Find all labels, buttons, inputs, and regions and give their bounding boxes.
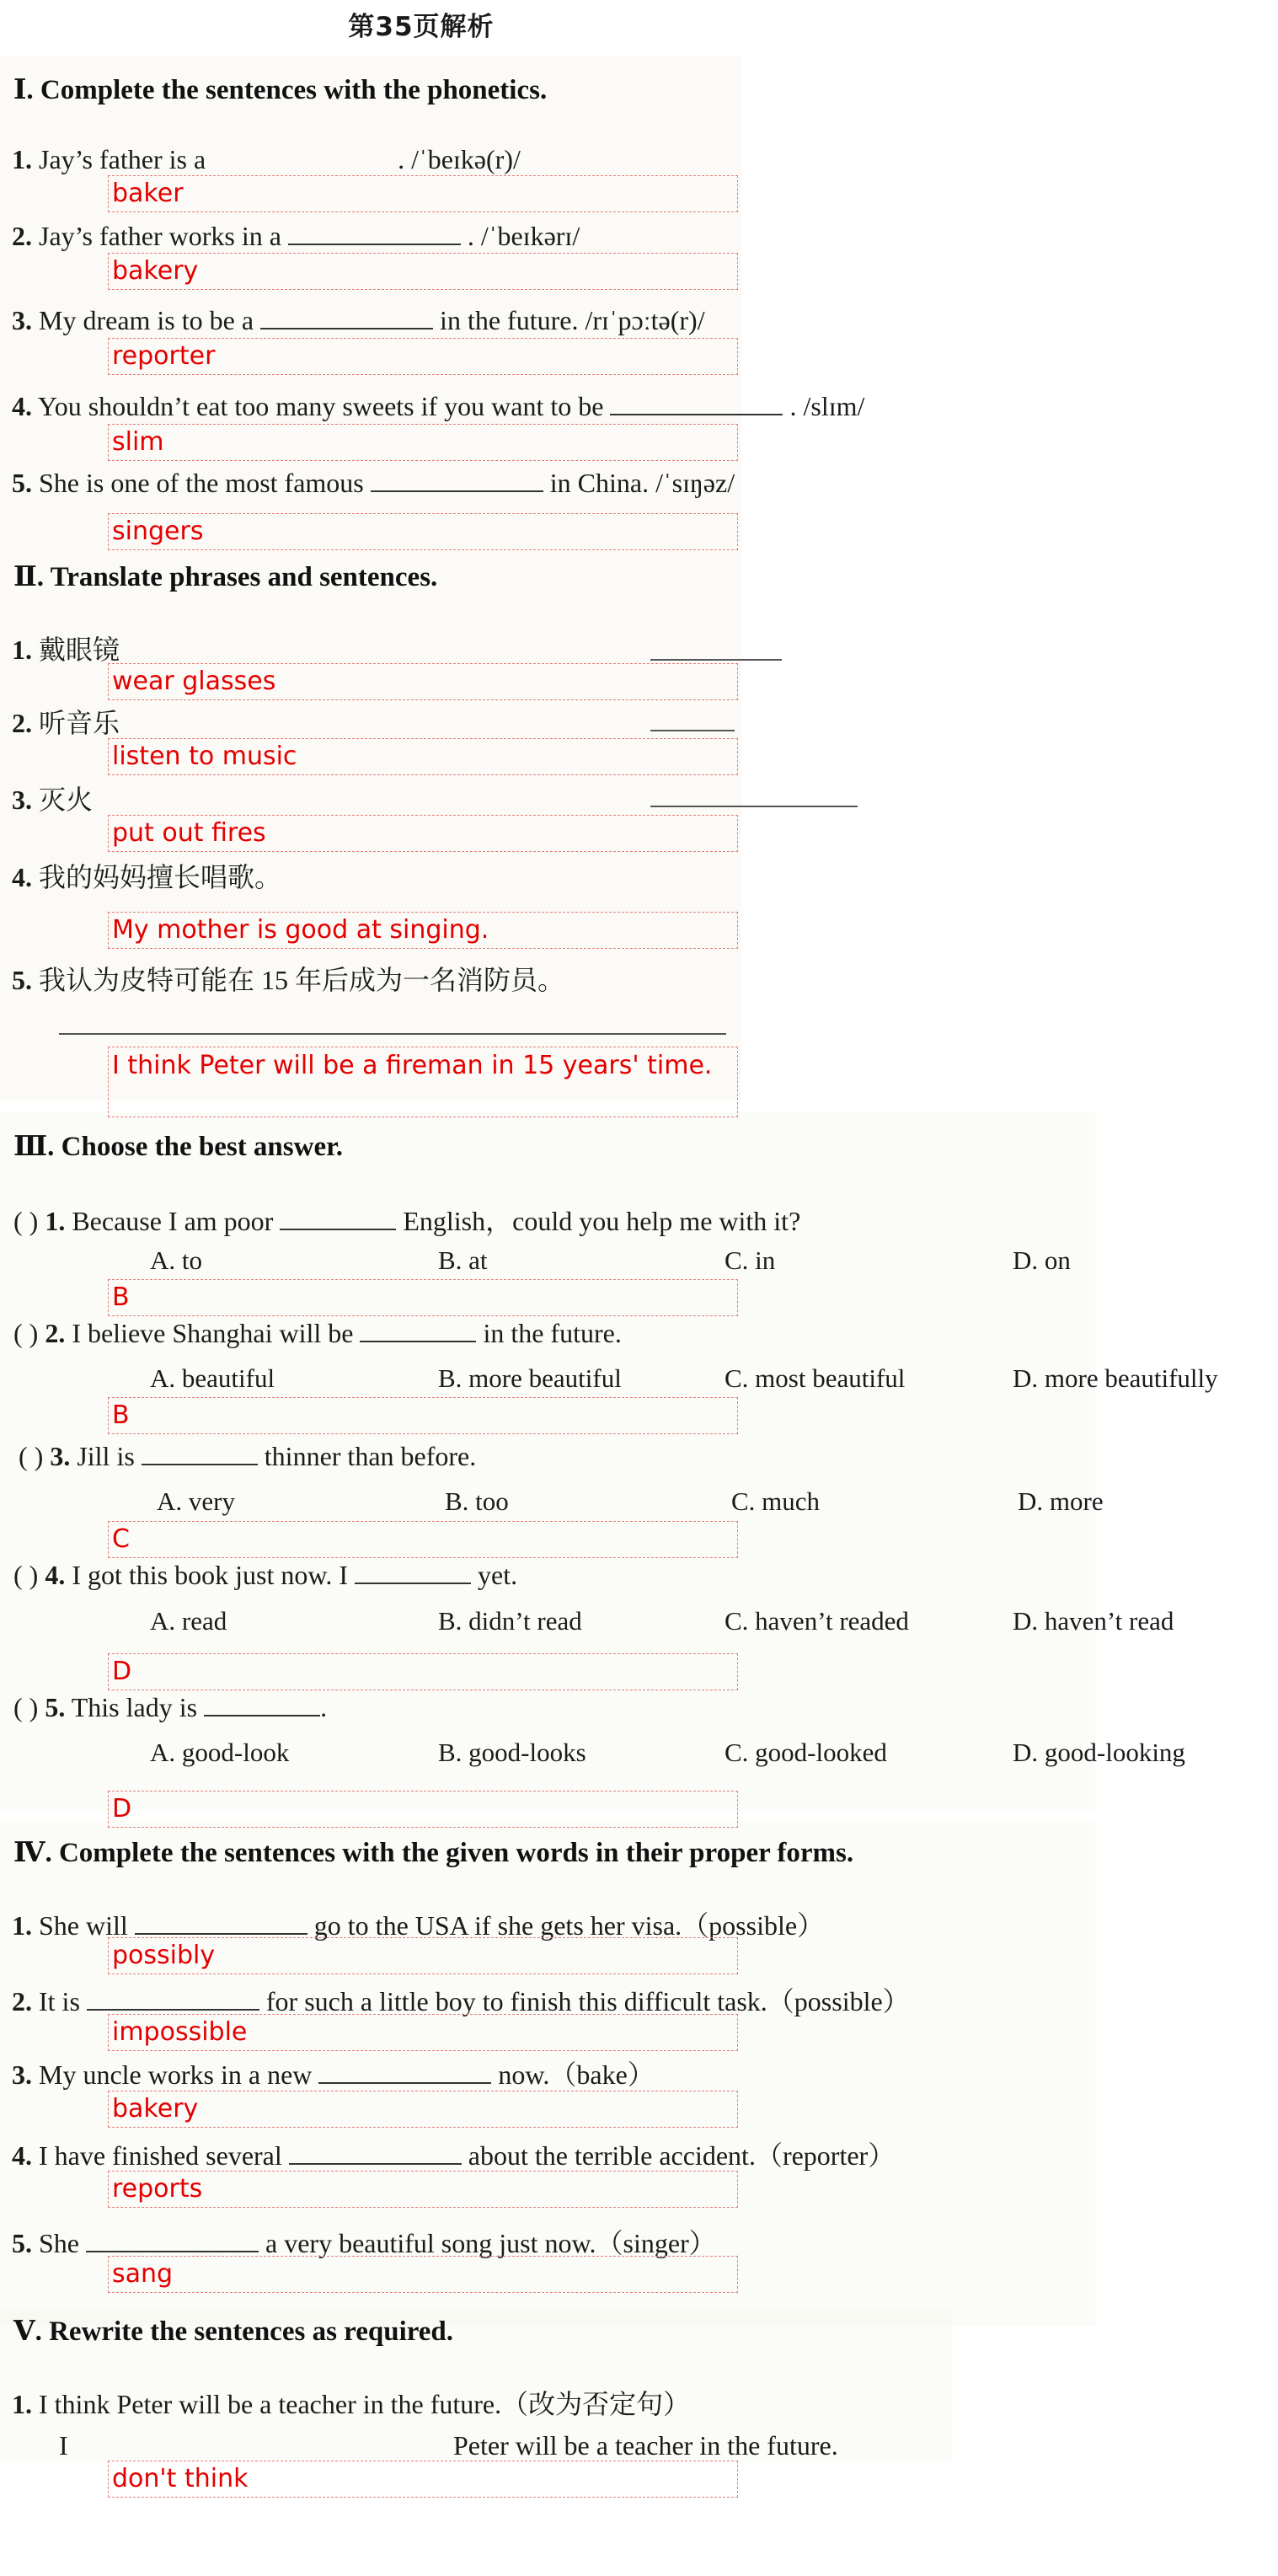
answer-box: D bbox=[108, 1653, 738, 1690]
question-text: a very beautiful song just now.（singer） bbox=[265, 2228, 716, 2258]
option-b: B. good-looks bbox=[438, 1738, 586, 1767]
page-title: 第35页解析 bbox=[348, 12, 495, 42]
question-text: My uncle works in a new bbox=[39, 2059, 313, 2090]
question-text: in the future. bbox=[483, 1318, 622, 1348]
answer-box: D bbox=[108, 1791, 738, 1828]
question-item bbox=[12, 702, 120, 741]
option-d: D. on bbox=[1013, 1245, 1071, 1275]
question-number: 5. bbox=[45, 1692, 66, 1722]
question-text: now.（bake） bbox=[498, 2059, 655, 2090]
question-number: 3. bbox=[12, 305, 32, 335]
option-c: C. much bbox=[731, 1486, 821, 1516]
answer-bracket: ( ) bbox=[13, 1692, 39, 1722]
question-item bbox=[12, 144, 521, 175]
phonetic: . /ˈbeɪkərɪ/ bbox=[467, 221, 580, 251]
answer-box: don't think bbox=[108, 2461, 738, 2498]
blank bbox=[360, 1319, 476, 1342]
blank bbox=[135, 1911, 307, 1935]
answer-box: impossible bbox=[108, 2014, 738, 2051]
question-number: 5. bbox=[12, 2228, 32, 2258]
question-item bbox=[12, 779, 93, 817]
question-item bbox=[12, 305, 705, 336]
answer-box: bakery bbox=[108, 253, 738, 290]
question-number: 5. bbox=[12, 965, 32, 995]
section-heading: Ⅰ. Complete the sentences with the phonetics. bbox=[13, 75, 548, 105]
option-b: B. didn’t read bbox=[438, 1606, 582, 1636]
answer-box: My mother is good at singing. bbox=[108, 912, 738, 949]
option-a: A. very bbox=[157, 1486, 235, 1516]
option-c: C. haven’t readed bbox=[725, 1606, 909, 1636]
answer-box: bakery bbox=[108, 2091, 738, 2128]
question-text: I think Peter will be a teacher in the future.（改为否定句） bbox=[39, 2389, 691, 2419]
question-number: 3. bbox=[50, 1441, 71, 1471]
question-item bbox=[12, 2134, 895, 2173]
question-item bbox=[12, 391, 864, 422]
question-text: Jill is bbox=[77, 1441, 135, 1471]
blank bbox=[260, 306, 433, 329]
question-text: I believe Shanghai will be bbox=[72, 1318, 354, 1348]
question-number: 1. bbox=[45, 1206, 66, 1236]
blank bbox=[280, 1207, 396, 1230]
blank bbox=[86, 2229, 259, 2252]
question-number: 2. bbox=[12, 221, 32, 251]
answer-bracket: ( ) bbox=[19, 1441, 44, 1471]
question-number: 2. bbox=[12, 708, 32, 738]
question-number: 1. bbox=[12, 635, 32, 665]
section-heading: Ⅲ. Choose the best answer. bbox=[13, 1132, 343, 1162]
answer-box: put out fires bbox=[108, 815, 738, 852]
question-text: thinner than before. bbox=[264, 1441, 477, 1471]
option-d: D. more bbox=[1018, 1486, 1104, 1516]
blank bbox=[204, 1693, 320, 1716]
question-item bbox=[12, 2054, 655, 2092]
question-number: 3. bbox=[12, 785, 32, 815]
question-text: It is bbox=[39, 1986, 80, 2016]
question-item bbox=[12, 629, 120, 667]
question-text: 灭火 bbox=[39, 785, 94, 815]
blank bbox=[610, 392, 783, 415]
question-text: She bbox=[39, 2228, 79, 2258]
question-text: 听音乐 bbox=[39, 708, 120, 738]
question-item bbox=[12, 856, 281, 895]
phonetic: . /ˈbeɪkə(r)/ bbox=[398, 144, 521, 174]
question-text: go to the USA if she gets her visa.（possible） bbox=[313, 1910, 825, 1941]
answer-box: slim bbox=[108, 424, 738, 461]
blank bbox=[650, 806, 858, 807]
answer-box: C bbox=[108, 1521, 738, 1558]
option-a: A. good-look bbox=[150, 1738, 290, 1767]
question-number: 2. bbox=[12, 1986, 32, 2016]
option-d: D. good-looking bbox=[1013, 1738, 1185, 1767]
question-text: My dream is to be a bbox=[39, 305, 254, 335]
question-text: I have finished several bbox=[39, 2140, 282, 2171]
question-text: This lady is bbox=[71, 1692, 198, 1722]
question-item bbox=[13, 1200, 800, 1239]
answer-box: B bbox=[108, 1397, 738, 1434]
question-item bbox=[19, 1441, 476, 1472]
question-number: 2. bbox=[45, 1318, 66, 1348]
option-c: C. in bbox=[725, 1245, 776, 1275]
question-item bbox=[12, 959, 564, 998]
section-heading: Ⅱ. Translate phrases and sentences. bbox=[13, 562, 438, 592]
answer-box: listen to music bbox=[108, 738, 738, 775]
question-number: 4. bbox=[12, 391, 32, 421]
answer-bracket: ( ) bbox=[13, 1206, 39, 1236]
option-b: B. more beautiful bbox=[438, 1363, 622, 1393]
section-heading: Ⅴ. Rewrite the sentences as required. bbox=[13, 2316, 454, 2347]
option-b: B. too bbox=[445, 1486, 509, 1516]
blank bbox=[371, 469, 543, 492]
answer-bracket: ( ) bbox=[13, 1318, 39, 1348]
option-c: C. good-looked bbox=[725, 1738, 887, 1767]
phonetic: in the future. /rɪˈpɔːtə(r)/ bbox=[440, 305, 705, 335]
option-a: A. to bbox=[150, 1245, 202, 1275]
answer-box: singers bbox=[108, 513, 738, 550]
question-text: 我的妈妈擅长唱歌。 bbox=[39, 862, 282, 892]
option-a: A. read bbox=[150, 1606, 227, 1636]
blank bbox=[59, 1033, 726, 1035]
question-text: Jay’s father is a bbox=[39, 144, 206, 174]
blank bbox=[650, 659, 782, 661]
question-text: about the terrible accident.（reporter） bbox=[468, 2140, 896, 2171]
question-number: 1. bbox=[12, 1910, 32, 1941]
blank bbox=[355, 1561, 471, 1584]
question-item bbox=[12, 2383, 690, 2422]
question-text: She is one of the most famous bbox=[39, 468, 364, 498]
phonetic: in China. /ˈsɪŋəz/ bbox=[549, 468, 735, 498]
blank bbox=[87, 1987, 259, 2011]
blank bbox=[289, 2141, 462, 2165]
answer-box: wear glasses bbox=[108, 663, 738, 700]
question-number: 1. bbox=[12, 2389, 32, 2419]
answer-box: reporter bbox=[108, 338, 738, 375]
question-text: 我认为皮特可能在 15 年后成为一名消防员。 bbox=[39, 965, 565, 995]
answer-box: sang bbox=[108, 2256, 738, 2293]
question-number: 3. bbox=[12, 2059, 32, 2090]
question-text: yet. bbox=[478, 1560, 518, 1590]
answer-bracket: ( ) bbox=[13, 1560, 39, 1590]
question-text: She will bbox=[39, 1910, 128, 1941]
question-item bbox=[13, 1318, 622, 1349]
option-d: D. haven’t read bbox=[1013, 1606, 1174, 1636]
question-item bbox=[12, 468, 735, 499]
question-number: 4. bbox=[12, 2140, 32, 2171]
question-text: for such a little boy to finish this difficult task.（possible） bbox=[265, 1986, 910, 2016]
option-b: B. at bbox=[438, 1245, 488, 1275]
rewrite-line-start: I bbox=[59, 2430, 68, 2461]
question-item bbox=[13, 1560, 517, 1591]
option-c: C. most beautiful bbox=[725, 1363, 906, 1393]
question-item bbox=[13, 1692, 327, 1723]
answer-box: baker bbox=[108, 175, 738, 212]
question-text: Because I am poor bbox=[72, 1206, 274, 1236]
answer-box: I think Peter will be a fireman in 15 years' time. bbox=[108, 1047, 738, 1117]
blank bbox=[288, 222, 461, 245]
question-number: 4. bbox=[12, 862, 32, 892]
blank bbox=[650, 730, 735, 731]
blank bbox=[142, 1442, 258, 1465]
question-number: 1. bbox=[12, 144, 32, 174]
blank bbox=[318, 2060, 491, 2084]
question-text: . bbox=[320, 1692, 328, 1722]
question-text: You shouldn’t eat too many sweets if you want to be bbox=[37, 391, 604, 421]
phonetic: . /slɪm/ bbox=[789, 391, 865, 421]
question-number: 5. bbox=[12, 468, 32, 498]
question-text: English，could you help me with it? bbox=[403, 1206, 801, 1236]
question-text: Jay’s father works in a bbox=[39, 221, 281, 251]
question-item bbox=[12, 221, 580, 252]
question-text: I got this book just now. I bbox=[72, 1560, 349, 1590]
option-a: A. beautiful bbox=[150, 1363, 275, 1393]
rewrite-line-end: Peter will be a teacher in the future. bbox=[453, 2430, 838, 2461]
answer-box: reports bbox=[108, 2171, 738, 2208]
answer-box: B bbox=[108, 1279, 738, 1316]
blank bbox=[212, 145, 398, 169]
section-heading: Ⅳ. Complete the sentences with the given words in their proper forms. bbox=[13, 1838, 854, 1868]
question-text: 戴眼镜 bbox=[39, 635, 120, 665]
answer-box: possibly bbox=[108, 1937, 738, 1974]
option-d: D. more beautifully bbox=[1013, 1363, 1218, 1393]
question-number: 4. bbox=[45, 1560, 66, 1590]
